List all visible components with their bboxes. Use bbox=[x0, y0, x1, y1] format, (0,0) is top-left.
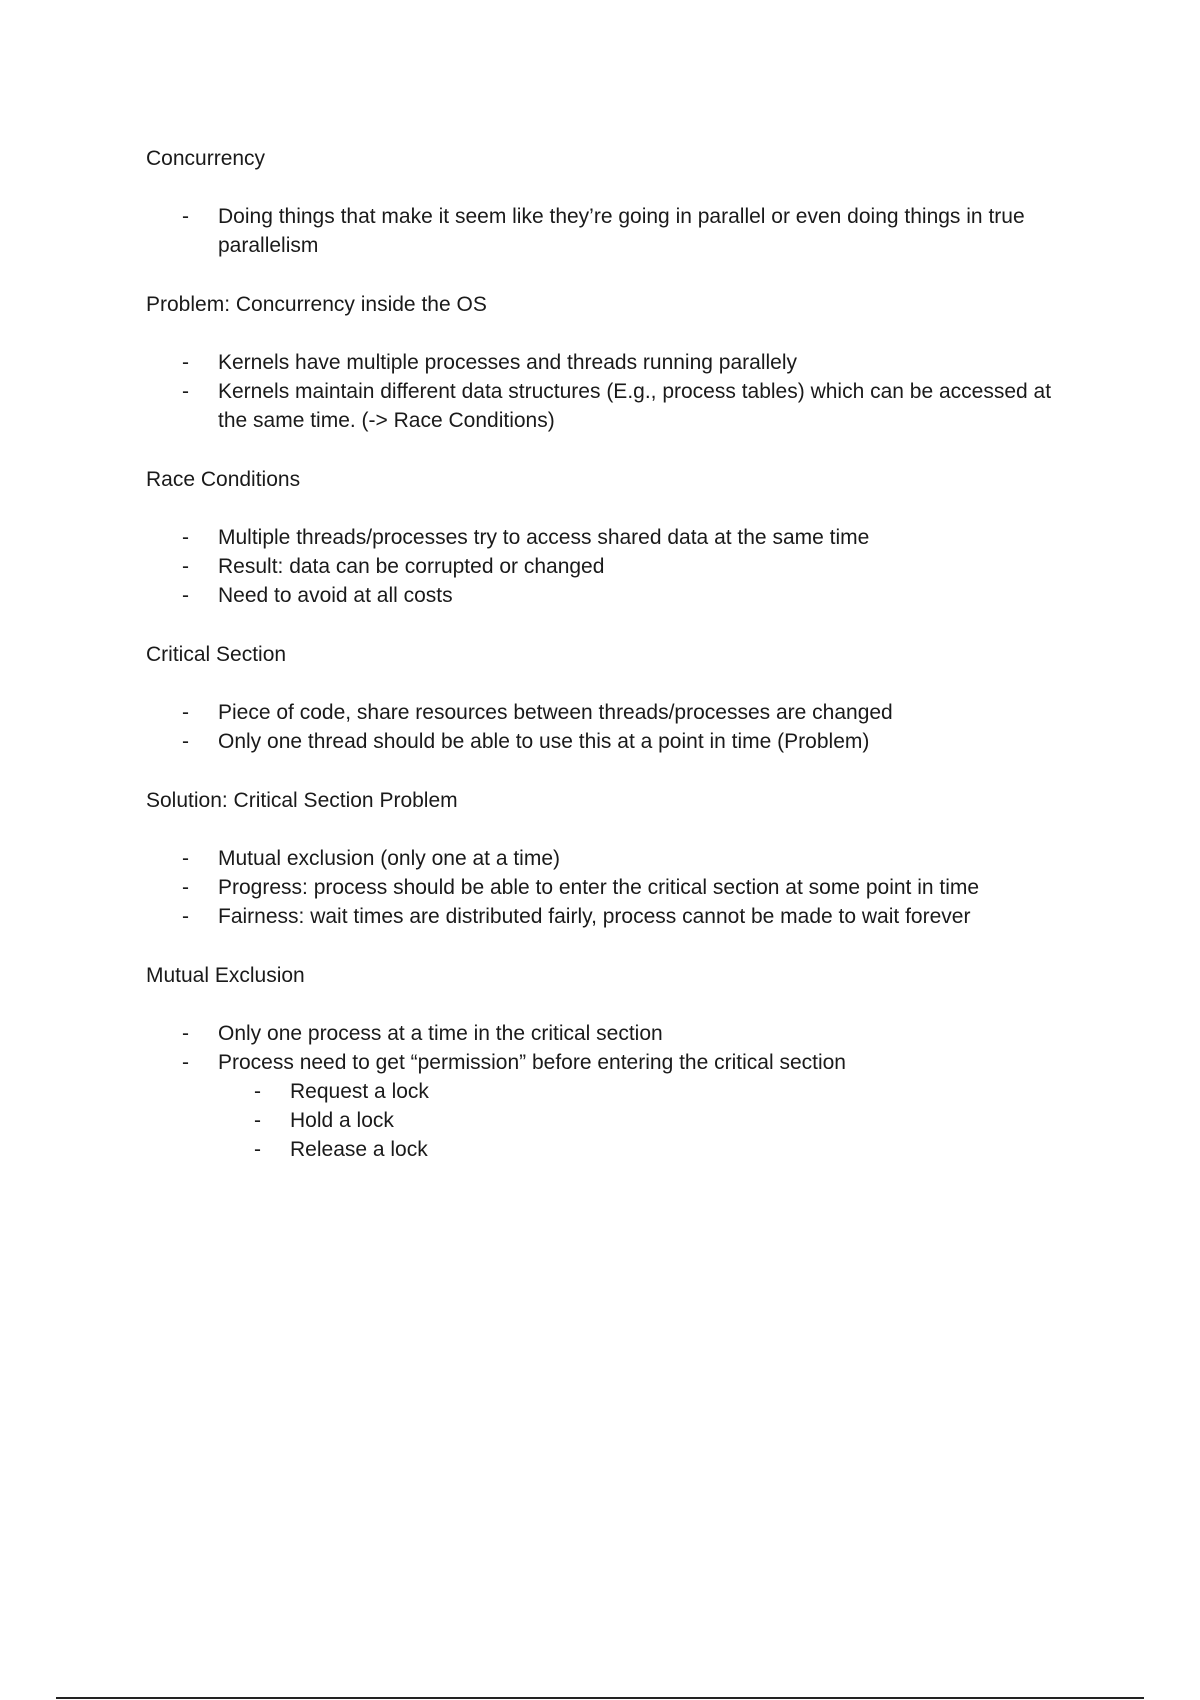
list-item bbox=[146, 348, 1086, 377]
section-critical-section bbox=[146, 640, 1086, 756]
list-item-text: Process need to get “permission” before entering the critical section bbox=[218, 1051, 846, 1074]
bullet-dash: - bbox=[182, 526, 189, 549]
bullet-dash: - bbox=[182, 730, 189, 753]
bullet-dash: - bbox=[254, 1138, 261, 1161]
list-item-text: Multiple threads/processes try to access shared data at the same time bbox=[218, 526, 870, 549]
bullet-dash: - bbox=[182, 701, 189, 724]
section-heading: Critical Section bbox=[146, 643, 287, 666]
list-item-text: Kernels have multiple processes and threads running parallely bbox=[218, 351, 797, 374]
sub-list-item bbox=[146, 1135, 1086, 1164]
bullet-list bbox=[146, 202, 1086, 260]
section-heading: Mutual Exclusion bbox=[146, 964, 305, 987]
bullet-dash: - bbox=[254, 1109, 261, 1132]
bullet-list bbox=[146, 844, 1086, 931]
document-content bbox=[146, 144, 1086, 1194]
bullet-dash: - bbox=[182, 876, 189, 899]
list-item-text: Progress: process should be able to enter the critical section at some point in time bbox=[218, 876, 980, 899]
list-item-text: Only one thread should be able to use this at a point in time (Problem) bbox=[218, 730, 870, 753]
list-item bbox=[146, 377, 1086, 435]
list-item-text: Kernels maintain different data structures (E.g., process tables) which can be accessed at the same time. (-> Race Conditions) bbox=[218, 380, 1052, 432]
list-item bbox=[146, 902, 1086, 931]
section-heading: Concurrency bbox=[146, 147, 266, 170]
list-item-text: Only one process at a time in the critical section bbox=[218, 1022, 663, 1045]
section-heading: Problem: Concurrency inside the OS bbox=[146, 293, 487, 316]
bullet-list bbox=[146, 523, 1086, 610]
list-item-text: Mutual exclusion (only one at a time) bbox=[218, 847, 560, 870]
bullet-list bbox=[146, 348, 1086, 435]
list-item bbox=[146, 1019, 1086, 1048]
list-item bbox=[146, 552, 1086, 581]
page-bottom-rule bbox=[56, 1697, 1144, 1699]
bullet-list bbox=[146, 698, 1086, 756]
section-heading: Solution: Critical Section Problem bbox=[146, 789, 458, 812]
list-item-text: Piece of code, share resources between threads/processes are changed bbox=[218, 701, 893, 724]
sub-list-item-text: Hold a lock bbox=[290, 1109, 394, 1132]
bullet-list bbox=[146, 1019, 1086, 1164]
bullet-dash: - bbox=[182, 584, 189, 607]
bullet-dash: - bbox=[254, 1080, 261, 1103]
list-item-text: Need to avoid at all costs bbox=[218, 584, 453, 607]
bullet-dash: - bbox=[182, 905, 189, 928]
bullet-dash: - bbox=[182, 351, 189, 374]
list-item-text: Fairness: wait times are distributed fairly, process cannot be made to wait forever bbox=[218, 905, 971, 928]
list-item bbox=[146, 581, 1086, 610]
section-solution-critical-section bbox=[146, 786, 1086, 931]
list-item bbox=[146, 1048, 1086, 1077]
list-item bbox=[146, 873, 1086, 902]
sub-list-item bbox=[146, 1106, 1086, 1135]
section-race-conditions bbox=[146, 465, 1086, 610]
bullet-dash: - bbox=[182, 847, 189, 870]
list-item bbox=[146, 202, 1086, 260]
list-item bbox=[146, 844, 1086, 873]
list-item-text: Result: data can be corrupted or changed bbox=[218, 555, 605, 578]
list-item bbox=[146, 698, 1086, 727]
bullet-dash: - bbox=[182, 1051, 189, 1074]
list-item-text: Doing things that make it seem like they’re going in parallel or even doing things in true parallelism bbox=[218, 205, 1025, 257]
section-mutual-exclusion bbox=[146, 961, 1086, 1164]
bullet-dash: - bbox=[182, 205, 189, 228]
list-item bbox=[146, 523, 1086, 552]
bullet-dash: - bbox=[182, 555, 189, 578]
section-heading: Race Conditions bbox=[146, 468, 301, 491]
bullet-dash: - bbox=[182, 380, 189, 403]
bullet-dash: - bbox=[182, 1022, 189, 1045]
section-concurrency bbox=[146, 144, 1086, 260]
sub-list-item-text: Release a lock bbox=[290, 1138, 428, 1161]
sub-list-item-text: Request a lock bbox=[290, 1080, 429, 1103]
list-item bbox=[146, 727, 1086, 756]
section-problem-concurrency-os bbox=[146, 290, 1086, 435]
sub-list-item bbox=[146, 1077, 1086, 1106]
